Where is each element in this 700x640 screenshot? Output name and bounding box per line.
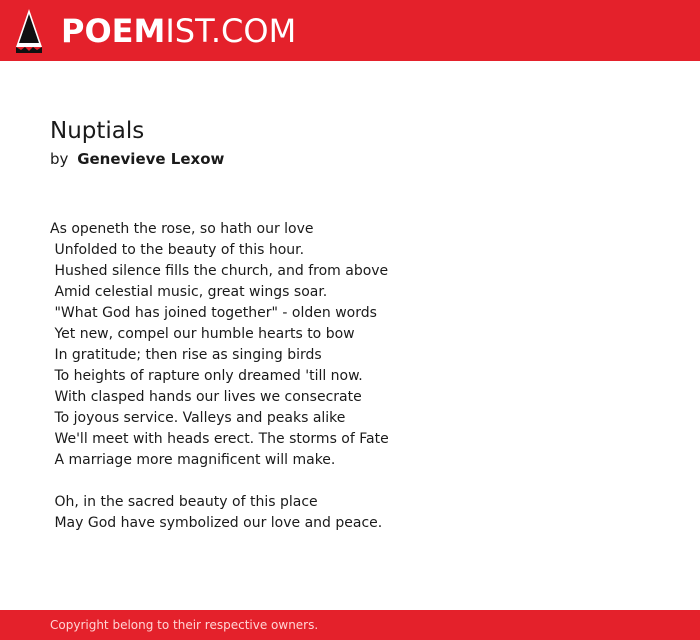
poem-line: "What God has joined together" - olden words — [50, 305, 377, 321]
byline-label: by — [50, 150, 69, 168]
poem-line: Amid celestial music, great wings soar. — [50, 284, 328, 300]
poem-line: We'll meet with heads erect. The storms of Fate — [50, 431, 389, 447]
poem-line: Yet new, compel our humble hearts to bow — [50, 326, 355, 342]
poem-line: Hushed silence fills the church, and from above — [50, 263, 389, 279]
site-logo-link[interactable] — [16, 8, 296, 54]
poem-line: With clasped hands our lives we consecrate — [50, 389, 362, 405]
logo-text-bold: POEM — [61, 12, 166, 50]
poem-line: A marriage more magnificent will make. — [50, 452, 336, 468]
poem-line: Oh, in the sacred beauty of this place — [50, 494, 318, 510]
poem-line: Unfolded to the beauty of this hour. — [50, 242, 305, 258]
poem-body — [50, 219, 650, 534]
poem-title: Nuptials — [50, 118, 145, 144]
pencil-tip-icon — [16, 9, 42, 53]
poem-stanza — [50, 219, 650, 471]
stanza-divider — [50, 471, 650, 492]
poem-line: To joyous service. Valleys and peaks alike — [50, 410, 346, 426]
footer-copyright: Copyright belong to their respective owners. — [50, 618, 319, 632]
site-footer — [0, 610, 700, 640]
poem-line: In gratitude; then rise as singing birds — [50, 347, 322, 363]
site-header — [0, 0, 700, 61]
poem-line: To heights of rapture only dreamed 'till now. — [50, 368, 363, 384]
site-logo-text — [61, 12, 297, 50]
author-link[interactable]: Genevieve Lexow — [77, 150, 225, 168]
poem-line: As openeth the rose, so hath our love — [50, 221, 314, 237]
poem-stanza — [50, 492, 650, 534]
logo-text-thin: IST.COM — [165, 12, 297, 50]
byline — [50, 149, 224, 169]
poem-line: May God have symbolized our love and peace. — [50, 515, 383, 531]
